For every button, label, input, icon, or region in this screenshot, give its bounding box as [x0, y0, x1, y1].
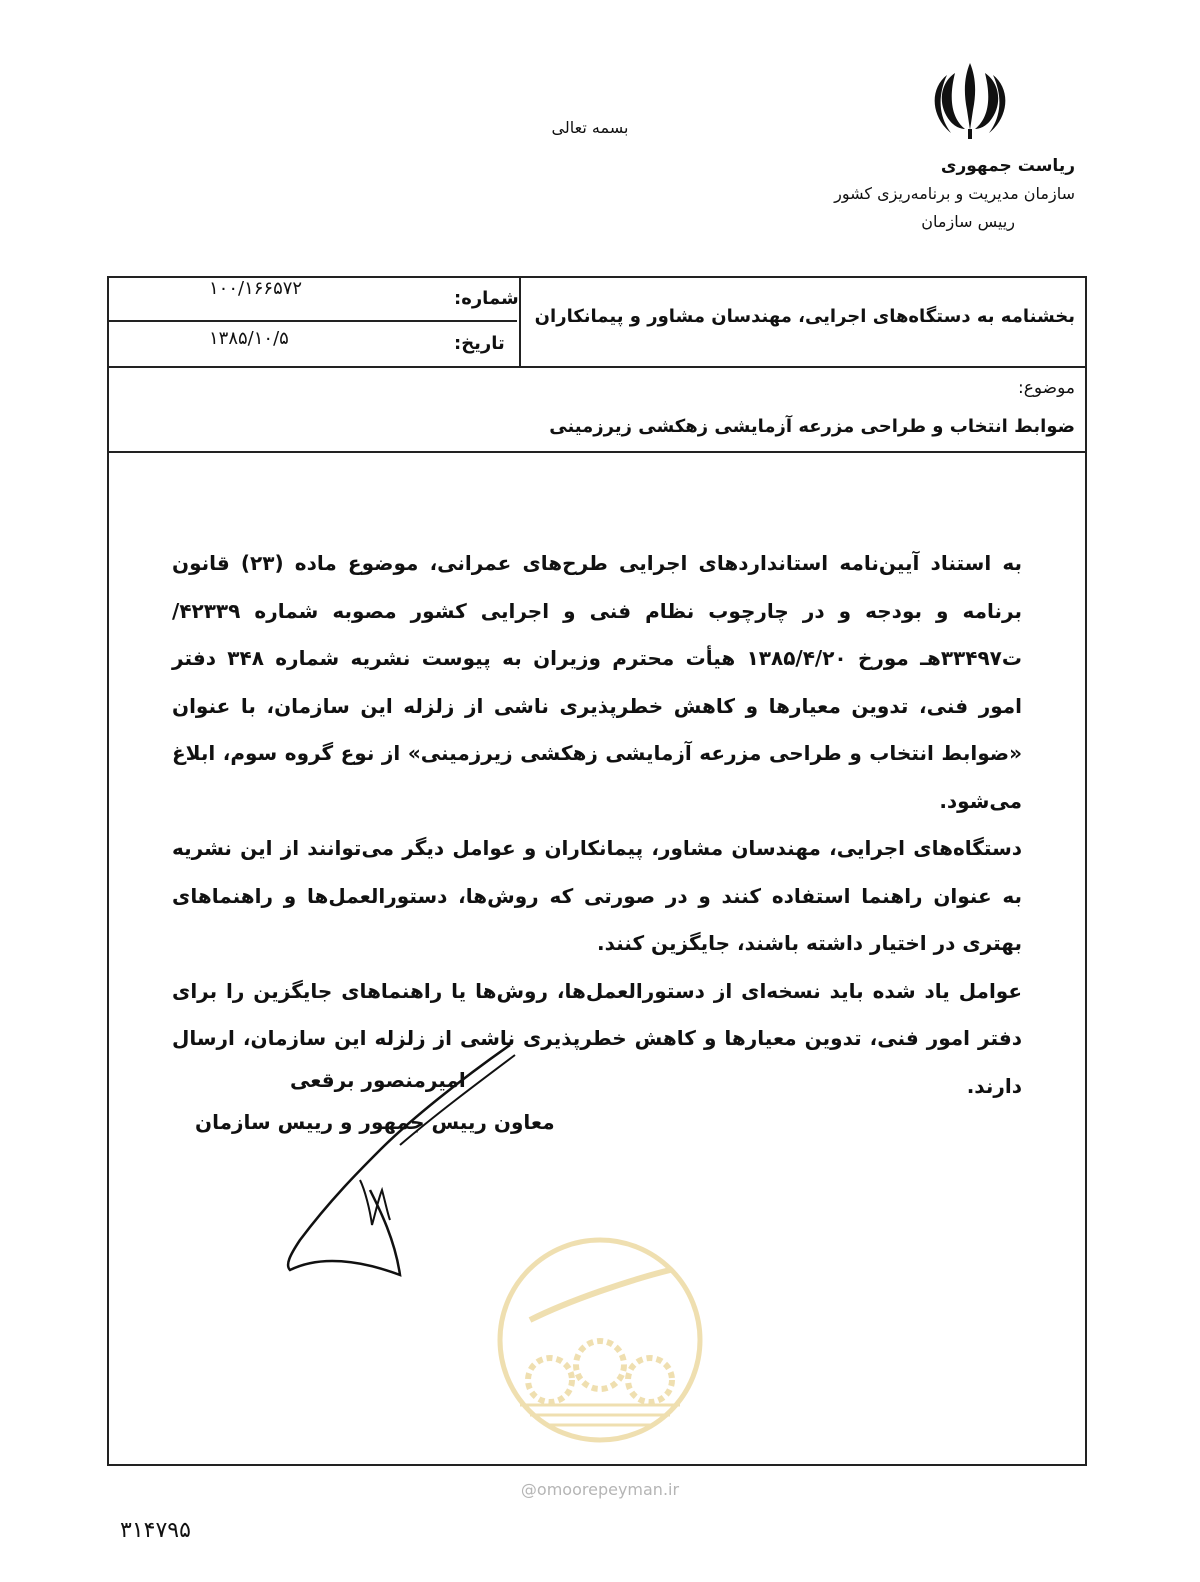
body-paragraph-3: عوامل یاد شده باید نسخه‌ای از دستورالعمل‌ها، روش‌ها یا راهنماهای جایگزین را برای دفتر امور فنی، تدوین معیارها و کاهش خطرپذیری ناشی از زلزله این سازمان، ارسال دارند.	[172, 978, 1022, 1098]
divider-number-date	[109, 320, 517, 322]
subject-text: ضوابط انتخاب و طراحی مزرعه آزمایشی زهکشی زیرزمینی	[549, 416, 1075, 437]
number-label: شماره:	[454, 288, 519, 309]
org-line-head: رییس سازمان	[921, 212, 1015, 231]
subject-label: موضوع:	[1018, 378, 1075, 398]
watermark-logo	[490, 1230, 710, 1450]
header-organization	[834, 152, 1075, 236]
divider-header	[109, 366, 1085, 368]
org-line-presidency: ریاست جمهوری	[940, 156, 1075, 176]
body-paragraph-1	[172, 540, 1022, 825]
letter-body	[172, 540, 1022, 1110]
footer-page-number: ۳۱۴۷۹۵	[120, 1518, 191, 1543]
body-p1-part2: » از نوع گروه سوم، ابلاغ می‌شود.	[172, 741, 1022, 813]
divider-vertical	[519, 278, 521, 366]
signer-title: معاون رییس جمهور و رییس سازمان	[195, 1110, 555, 1134]
circular-title: بخشنامه به دستگاه‌های اجرایی، مهندسان مشاور و پیمانکاران	[534, 306, 1075, 327]
number-value: ۱۰۰/۱۶۶۵۷۲	[209, 278, 303, 299]
date-value: ۱۳۸۵/۱۰/۵	[209, 328, 289, 349]
body-p1-emphasis: ضوابط انتخاب و طراحی مزرعه آزمایشی زهکشی زیرزمینی	[420, 741, 1010, 765]
signer-name: امیرمنصور برقعی	[290, 1068, 466, 1092]
org-line-organization: سازمان مدیریت و برنامه‌ریزی کشور	[834, 184, 1075, 203]
body-p1-part1: به استناد آیین‌نامه استانداردهای اجرایی طرح‌های عمرانی، موضوع ماده (۲۳) قانون برنامه و بودجه و در چارچوب نظام فنی و اجرایی کشور مصوبه شماره ۴۲۳۳۹/ت۳۳۴۹۷هـ مورخ ۱۳۸۵/۴/۲۰ هیأت محترم وزیران به پیوست نشریه شماره ۳۴۸ دفتر امور فنی، تدوین معیارها و کاهش خطرپذیری ناشی از زلزله این سازمان، با عنوان «	[172, 551, 1022, 765]
watermark-caption: @omoorepeyman.ir	[520, 1480, 680, 1499]
emblem-logo	[925, 55, 1015, 145]
body-paragraph-2: دستگاه‌های اجرایی، مهندسان مشاور، پیمانکاران و عوامل دیگر می‌توانند از این نشریه به عنوان راهنما استفاده کنند و در صورتی که روش‌ها، دستورالعمل‌ها و راهنماهای بهتری در اختیار داشته باشند، جایگزین کنند.	[172, 836, 1022, 955]
invocation-text: بسمه تعالی	[551, 118, 629, 137]
divider-subject	[109, 451, 1085, 453]
date-label: تاریخ:	[454, 333, 505, 354]
